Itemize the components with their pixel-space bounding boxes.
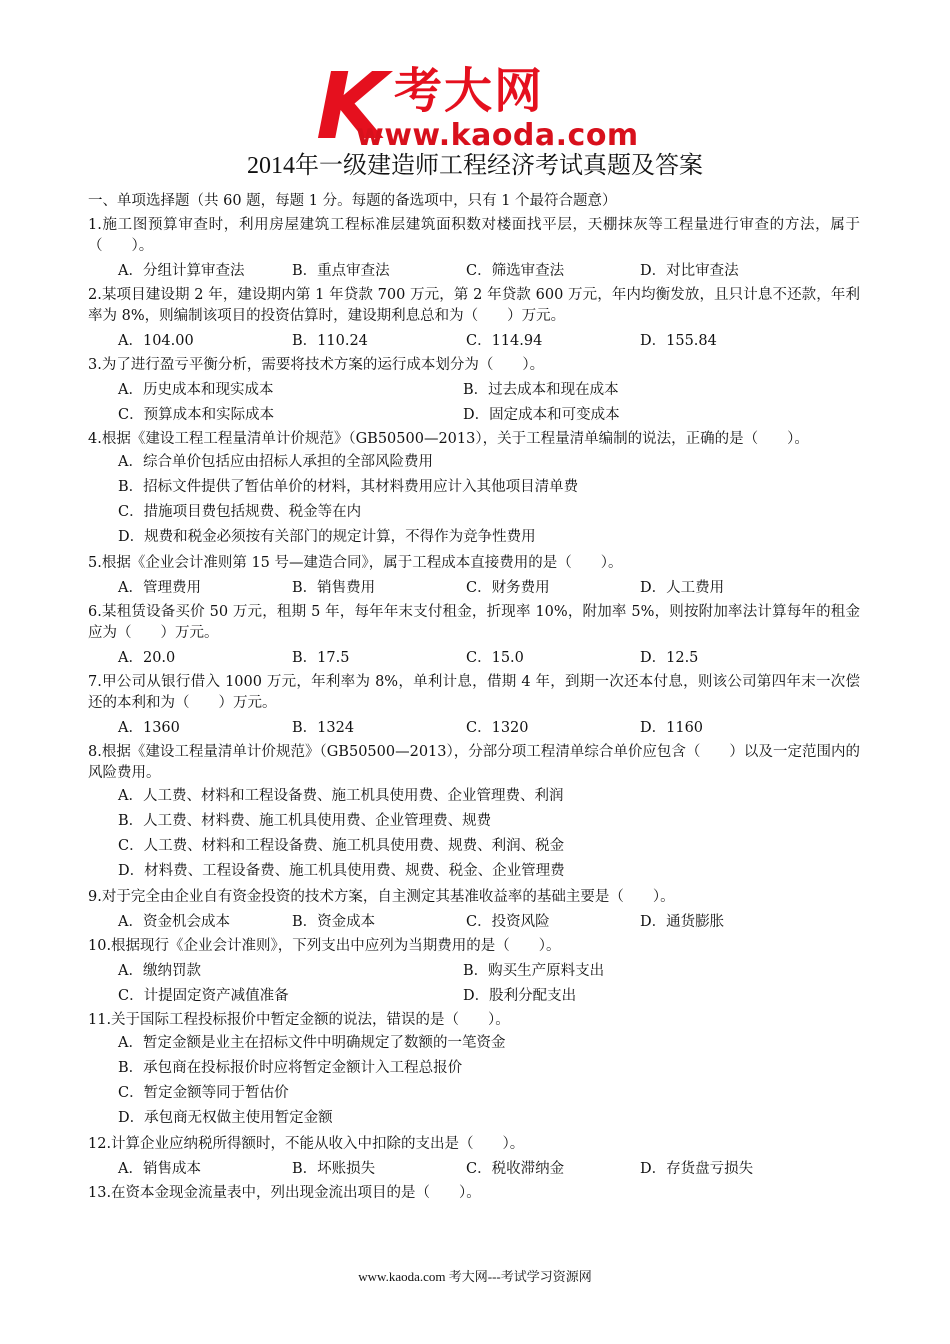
option: B．人工费、材料费、施工机具使用费、企业管理费、规费 [118,813,492,829]
option: D．12.5 [640,650,699,666]
option: B．购买生产原料支出 [463,963,605,979]
option: A．1360 [118,720,180,736]
options-3b [88,401,860,426]
logo-k-mark: K [316,53,388,160]
option: A．分组计算审查法 [118,263,245,279]
page-title: 2014年一级建造师工程经济考试真题及答案 [247,153,703,179]
option: B．销售费用 [292,580,376,596]
option: A．历史成本和现实成本 [118,382,274,398]
option: B．招标文件提供了暂估单价的材料，其材料费用应计入其他项目清单费 [118,479,579,495]
question-8: 8.根据《建设工程量清单计价规范》（GB50500—2013），分部分项工程清单综合单价应包含（ ）以及一定范围内的风险费用。 [88,744,860,781]
options-6 [88,644,860,669]
option: C．人工费、材料和工程设备费、施工机具使用费、规费、利润、税金 [118,838,565,854]
option: A．104.00 [118,333,194,349]
option: B．坏账损失 [292,1161,376,1177]
section-heading: 一、单项选择题（共 60 题，每题 1 分。每题的备选项中，只有 1 个最符合题意） [88,193,617,209]
option: B．17.5 [292,650,350,666]
question-9: 9.对于完全由企业自有资金投资的技术方案，自主测定其基准收益率的基础主要是（ ）。 [88,889,675,905]
option: C．15.0 [466,650,524,666]
option: A．管理费用 [118,580,201,596]
page-footer: www.kaoda.com 考大网---考试学习资源网 [358,1269,592,1284]
logo-chinese-name: 考大网 [394,63,545,119]
option: D．存货盘亏损失 [640,1161,754,1177]
options-5 [88,574,860,599]
option: A．综合单价包括应由招标人承担的全部风险费用 [118,454,433,470]
option: D．人工费用 [640,580,725,596]
option: B．110.24 [292,333,368,349]
option: C．投资风险 [466,914,550,930]
option: D．1160 [640,720,704,736]
option: A．20.0 [118,650,176,666]
options-10b [88,982,860,1007]
option: B．过去成本和现在成本 [463,382,619,398]
kaoda-logo [316,53,646,160]
question-7: 7.甲公司从银行借入 1000 万元，年利率为 8%，单利计息，借期 4 年，到期一次还本付息，则该公司第四年末一次偿还的本利和为（ ）万元。 [88,674,860,711]
question-3: 3.为了进行盈亏平衡分析，需要将技术方案的运行成本划分为（ ）。 [88,357,545,373]
question-6: 6.某租赁设备买价 50 万元，租期 5 年，每年年末支付租金，折现率 10%，附加率 5%，则按附加率法计算每年的租金应为（ ）万元。 [88,604,860,641]
option: D．股利分配支出 [463,988,577,1004]
option: C．1320 [466,720,529,736]
option: A．人工费、材料和工程设备费、施工机具使用费、企业管理费、利润 [118,788,564,804]
question-10: 10.根据现行《企业会计准则》，下列支出中应列为当期费用的是（ ）。 [88,938,561,954]
option: C．114.94 [466,333,543,349]
question-5: 5.根据《企业会计准则第 15 号—建造合同》，属于工程成本直接费用的是（ ）。 [88,555,623,571]
option: B．重点审查法 [292,263,390,279]
option: C．财务费用 [466,580,550,596]
options-3a [88,376,860,401]
option: A．资金机会成本 [118,914,230,930]
option: D．承包商无权做主使用暂定金额 [118,1110,333,1126]
option: C．筛选审查法 [466,263,565,279]
options-7 [88,714,860,739]
question-2: 2.某项目建设期 2 年，建设期内第 1 年贷款 700 万元，第 2 年贷款 600 万元，年内均衡发放，且只计息不还款，年利率为 8%，则编制该项目的投资估算时，建设期利息总和为（ ）万元。 [88,287,860,324]
option: D．规费和税金必须按有关部门的规定计算，不得作为竞争性费用 [118,529,536,545]
option: C．预算成本和实际成本 [118,407,275,423]
options-1 [88,257,860,282]
option: C．税收滞纳金 [466,1161,565,1177]
option: B．资金成本 [292,914,376,930]
option: D．固定成本和可变成本 [463,407,620,423]
option: D．材料费、工程设备费、施工机具使用费、规费、税金、企业管理费 [118,863,565,879]
option: A．暂定金额是业主在招标文件中明确规定了数额的一笔资金 [118,1035,506,1051]
question-11: 11.关于国际工程投标报价中暂定金额的说法，错误的是（ ）。 [88,1012,510,1028]
options-10a [88,957,860,982]
options-9 [88,908,860,933]
option: A．销售成本 [118,1161,201,1177]
question-1: 1.施工图预算审查时，利用房屋建筑工程标准层建筑面积数对楼面找平层，天棚抹灰等工程量进行审查的方法，属于（ ）。 [88,217,860,254]
options-12 [88,1155,860,1180]
question-13: 13.在资本金现金流量表中，列出现金流出项目的是（ ）。 [88,1185,481,1201]
option: C．措施项目费包括规费、税金等在内 [118,504,362,520]
logo-url: www.kaoda.com [356,118,639,153]
option: B．承包商在投标报价时应将暂定金额计入工程总报价 [118,1060,463,1076]
question-12: 12.计算企业应纳税所得额时，不能从收入中扣除的支出是（ ）。 [88,1136,525,1152]
question-4: 4.根据《建设工程工程量清单计价规范》（GB50500—2013），关于工程量清单编制的说法，正确的是（ ）。 [88,431,809,447]
option: B．1324 [292,720,355,736]
exam-content [88,191,860,1204]
option: D．通货膨胀 [640,914,725,930]
option: D．对比审查法 [640,263,739,279]
option: C．暂定金额等同于暂估价 [118,1085,289,1101]
option: A．缴纳罚款 [118,963,201,979]
options-2 [88,327,860,352]
option: D．155.84 [640,333,717,349]
option: C．计提固定资产减值准备 [118,988,289,1004]
